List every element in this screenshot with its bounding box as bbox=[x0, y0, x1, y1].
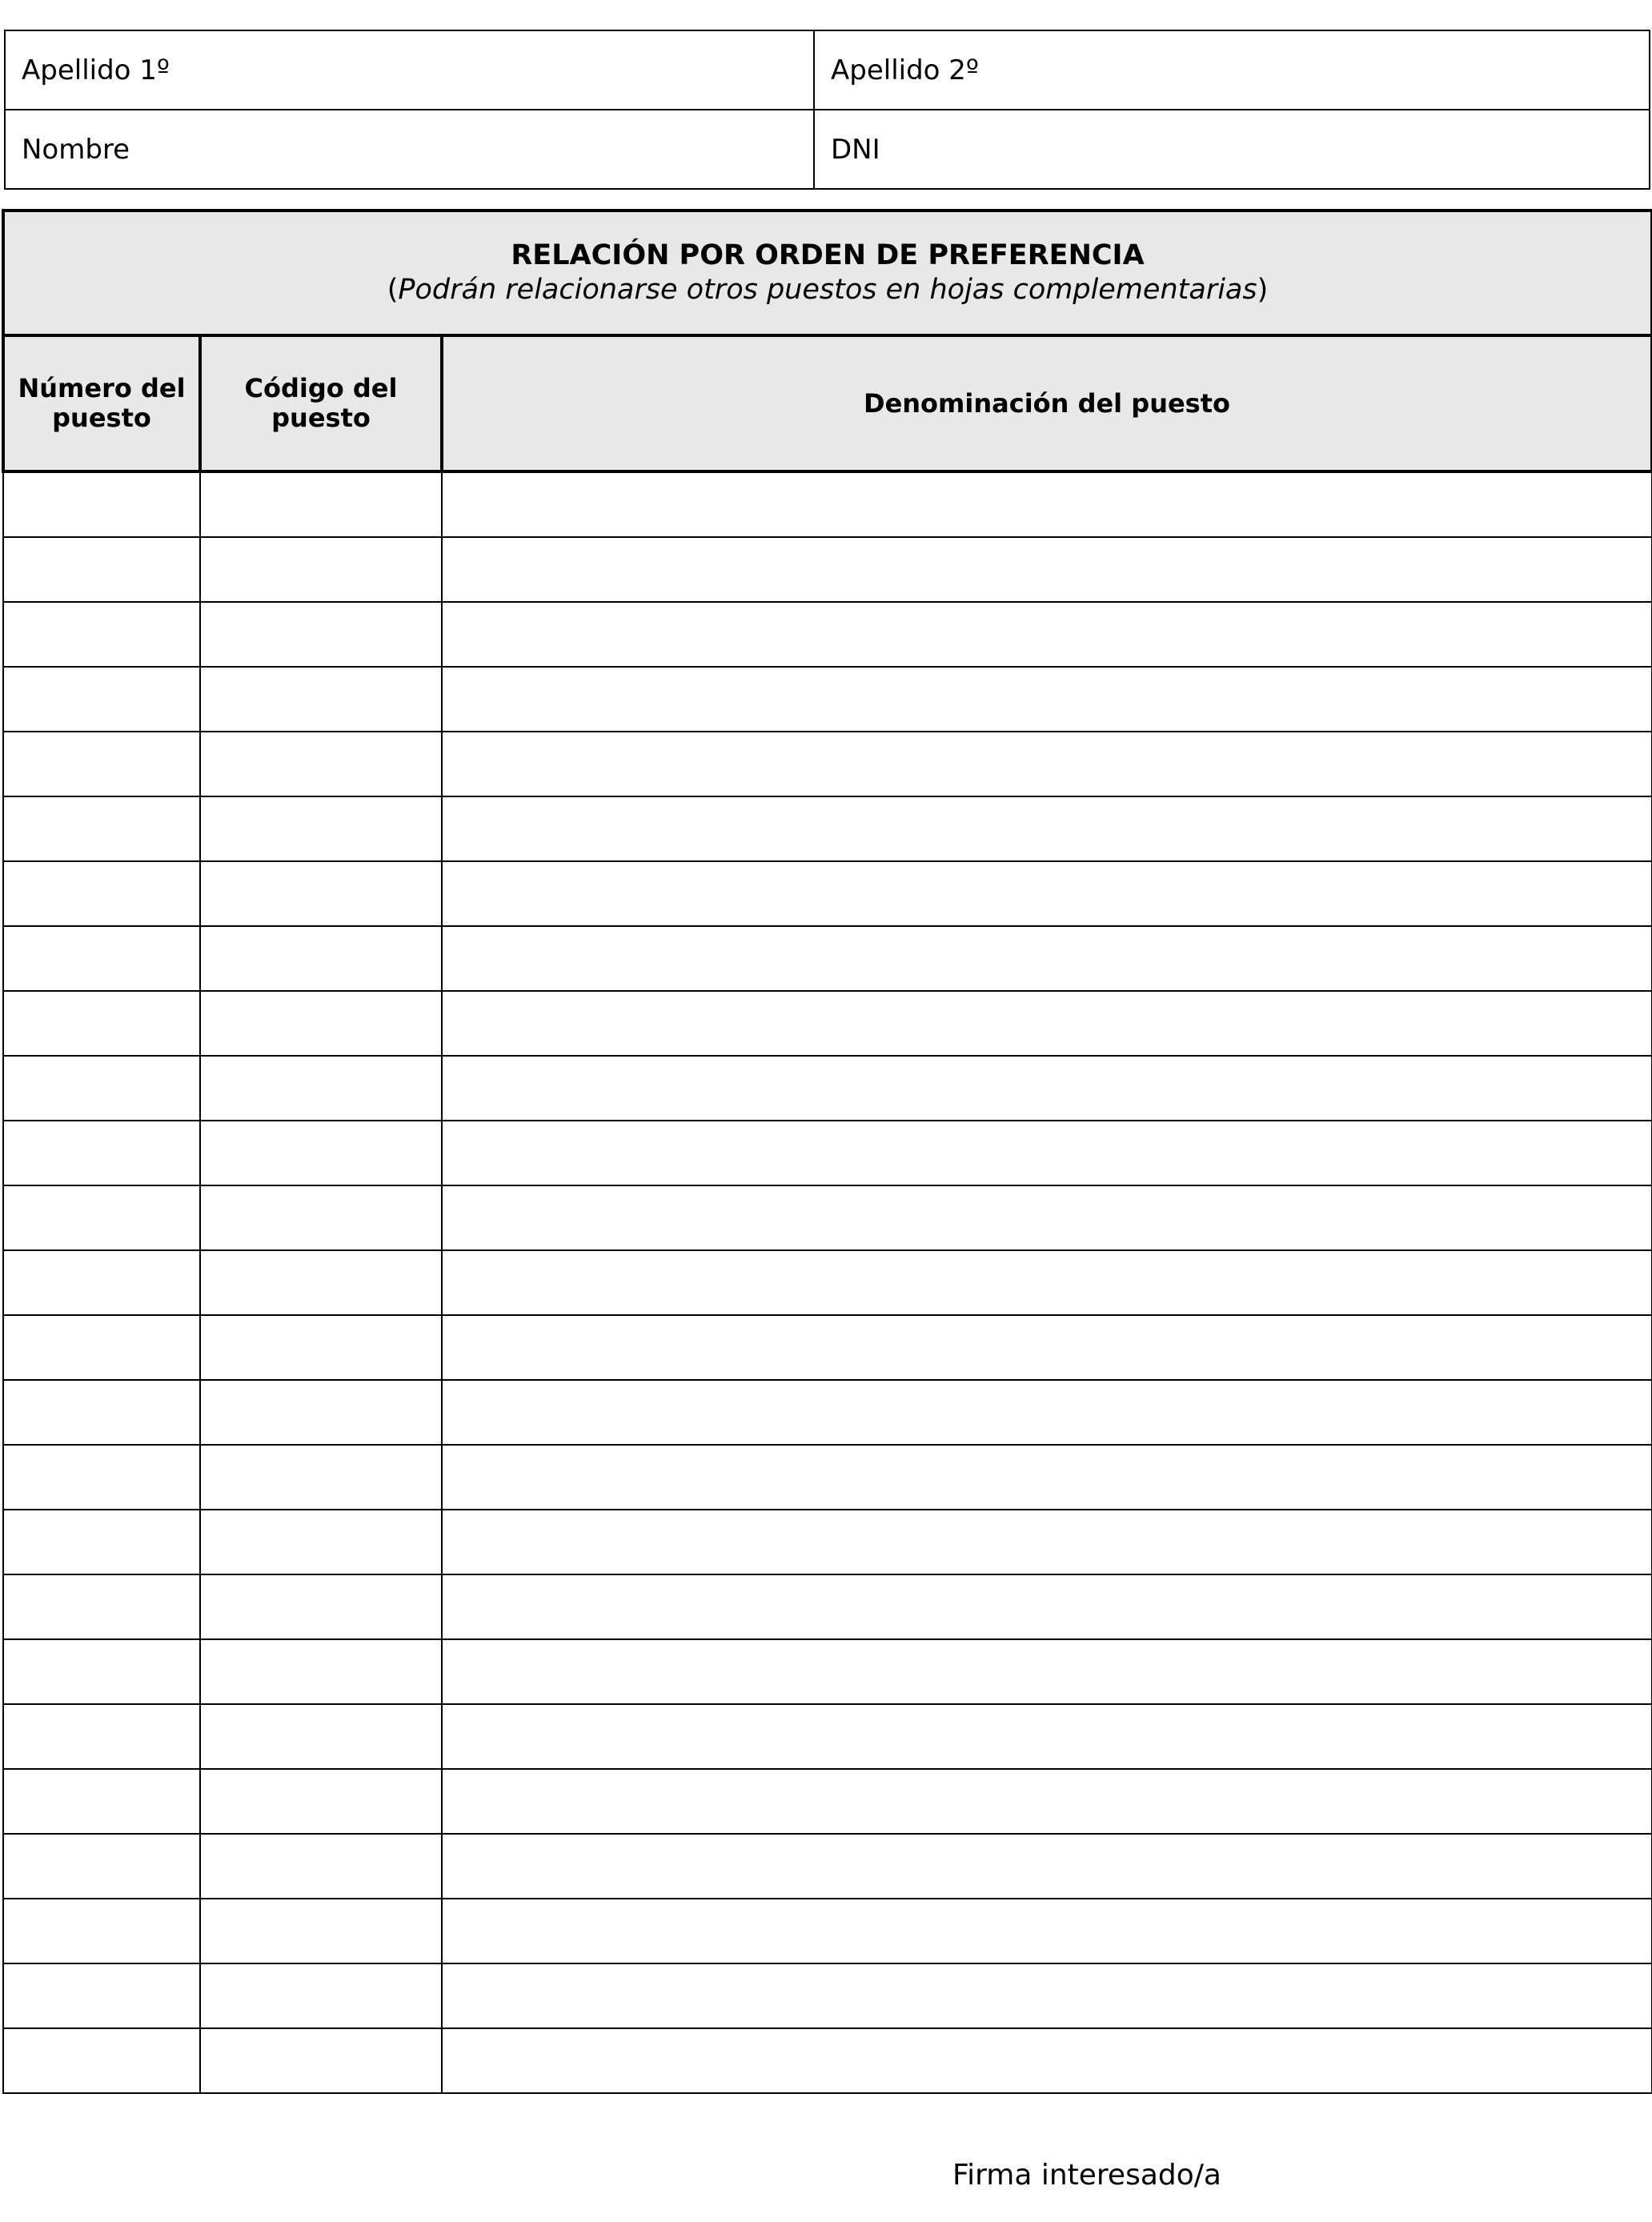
table-row bbox=[3, 471, 1652, 537]
numero-cell[interactable] bbox=[3, 1769, 200, 1834]
table-row bbox=[3, 1704, 1652, 1769]
apellido1-field[interactable] bbox=[5, 30, 814, 110]
table-row bbox=[3, 1639, 1652, 1704]
numero-cell[interactable] bbox=[3, 667, 200, 732]
numero-cell[interactable] bbox=[3, 1574, 200, 1639]
codigo-cell[interactable] bbox=[200, 1315, 442, 1380]
codigo-cell[interactable] bbox=[200, 1574, 442, 1639]
dni-label: DNI bbox=[831, 133, 880, 166]
table-row bbox=[3, 1185, 1652, 1250]
apellido2-label: Apellido 2º bbox=[831, 54, 979, 86]
table-row bbox=[3, 537, 1652, 602]
apellido1-label: Apellido 1º bbox=[22, 54, 170, 86]
table-row bbox=[3, 667, 1652, 732]
table-row bbox=[3, 1963, 1652, 2028]
denominacion-cell[interactable] bbox=[442, 796, 1652, 861]
codigo-cell[interactable] bbox=[200, 1380, 442, 1445]
codigo-cell[interactable] bbox=[200, 537, 442, 602]
numero-cell[interactable] bbox=[3, 1704, 200, 1769]
codigo-cell[interactable] bbox=[200, 861, 442, 926]
codigo-cell[interactable] bbox=[200, 1769, 442, 1834]
numero-cell[interactable] bbox=[3, 1445, 200, 1510]
numero-cell[interactable] bbox=[3, 1639, 200, 1704]
dni-field[interactable] bbox=[814, 110, 1650, 189]
denominacion-cell[interactable] bbox=[442, 602, 1652, 667]
denominacion-cell[interactable] bbox=[442, 1899, 1652, 1963]
numero-cell[interactable] bbox=[3, 1315, 200, 1380]
numero-cell[interactable] bbox=[3, 861, 200, 926]
codigo-cell[interactable] bbox=[200, 1185, 442, 1250]
preference-title: RELACIÓN POR ORDEN DE PREFERENCIA bbox=[511, 239, 1145, 271]
table-row bbox=[3, 1315, 1652, 1380]
codigo-cell[interactable] bbox=[200, 1510, 442, 1574]
column-header-numero: Número del puesto bbox=[3, 335, 200, 471]
table-row bbox=[3, 1445, 1652, 1510]
denominacion-cell[interactable] bbox=[442, 991, 1652, 1056]
denominacion-cell[interactable] bbox=[442, 1380, 1652, 1445]
table-row bbox=[3, 1769, 1652, 1834]
denominacion-cell[interactable] bbox=[442, 1704, 1652, 1769]
denominacion-cell[interactable] bbox=[442, 732, 1652, 796]
table-row bbox=[3, 1834, 1652, 1899]
codigo-cell[interactable] bbox=[200, 732, 442, 796]
numero-cell[interactable] bbox=[3, 1121, 200, 1185]
codigo-cell[interactable] bbox=[200, 1250, 442, 1315]
codigo-cell[interactable] bbox=[200, 1056, 442, 1121]
denominacion-cell[interactable] bbox=[442, 537, 1652, 602]
column-header-codigo: Código del puesto bbox=[200, 335, 442, 471]
numero-cell[interactable] bbox=[3, 1899, 200, 1963]
denominacion-cell[interactable] bbox=[442, 1250, 1652, 1315]
table-row bbox=[3, 1250, 1652, 1315]
table-row bbox=[3, 991, 1652, 1056]
table-row bbox=[3, 1574, 1652, 1639]
numero-cell[interactable] bbox=[3, 2028, 200, 2093]
denominacion-cell[interactable] bbox=[442, 471, 1652, 537]
codigo-cell[interactable] bbox=[200, 2028, 442, 2093]
table-row bbox=[3, 1899, 1652, 1963]
denominacion-cell[interactable] bbox=[442, 1185, 1652, 1250]
codigo-cell[interactable] bbox=[200, 602, 442, 667]
table-row bbox=[3, 1380, 1652, 1445]
codigo-cell[interactable] bbox=[200, 991, 442, 1056]
denominacion-cell[interactable] bbox=[442, 861, 1652, 926]
denominacion-cell[interactable] bbox=[442, 1963, 1652, 2028]
numero-cell[interactable] bbox=[3, 991, 200, 1056]
numero-cell[interactable] bbox=[3, 1834, 200, 1899]
table-row bbox=[3, 861, 1652, 926]
table-row bbox=[3, 732, 1652, 796]
table-row bbox=[3, 1056, 1652, 1121]
preference-table-body bbox=[3, 471, 1652, 2093]
codigo-cell[interactable] bbox=[200, 667, 442, 732]
nombre-label: Nombre bbox=[22, 133, 130, 166]
denominacion-cell[interactable] bbox=[442, 2028, 1652, 2093]
apellido2-field[interactable] bbox=[814, 30, 1650, 110]
denominacion-cell[interactable] bbox=[442, 1769, 1652, 1834]
table-row bbox=[3, 926, 1652, 991]
codigo-cell[interactable] bbox=[200, 796, 442, 861]
numero-cell[interactable] bbox=[3, 1380, 200, 1445]
numero-cell[interactable] bbox=[3, 926, 200, 991]
numero-cell[interactable] bbox=[3, 471, 200, 537]
table-row bbox=[3, 1510, 1652, 1574]
denominacion-cell[interactable] bbox=[442, 1574, 1652, 1639]
codigo-cell[interactable] bbox=[200, 1704, 442, 1769]
denominacion-cell[interactable] bbox=[442, 1834, 1652, 1899]
denominacion-cell[interactable] bbox=[442, 1056, 1652, 1121]
numero-cell[interactable] bbox=[3, 1185, 200, 1250]
codigo-cell[interactable] bbox=[200, 926, 442, 991]
codigo-cell[interactable] bbox=[200, 1963, 442, 2028]
preference-title-cell bbox=[3, 211, 1652, 335]
numero-cell[interactable] bbox=[3, 537, 200, 602]
denominacion-cell[interactable] bbox=[442, 667, 1652, 732]
codigo-cell[interactable] bbox=[200, 1834, 442, 1899]
numero-cell[interactable] bbox=[3, 602, 200, 667]
table-row bbox=[3, 602, 1652, 667]
numero-cell[interactable] bbox=[3, 1250, 200, 1315]
numero-cell[interactable] bbox=[3, 796, 200, 861]
table-row bbox=[3, 1121, 1652, 1185]
codigo-cell[interactable] bbox=[200, 1445, 442, 1510]
signature-label: Firma interesado/a bbox=[952, 2159, 1221, 2192]
denominacion-cell[interactable] bbox=[442, 1510, 1652, 1574]
numero-cell[interactable] bbox=[3, 1510, 200, 1574]
table-row bbox=[3, 796, 1652, 861]
numero-cell[interactable] bbox=[3, 1056, 200, 1121]
denominacion-cell[interactable] bbox=[442, 926, 1652, 991]
preference-table bbox=[2, 209, 1652, 2094]
numero-cell[interactable] bbox=[3, 1963, 200, 2028]
codigo-cell[interactable] bbox=[200, 1639, 442, 1704]
preference-subtitle: (Podrán relacionarse otros puestos en hojas complementarias) bbox=[387, 274, 1269, 306]
denominacion-cell[interactable] bbox=[442, 1639, 1652, 1704]
codigo-cell[interactable] bbox=[200, 1899, 442, 1963]
codigo-cell[interactable] bbox=[200, 471, 442, 537]
nombre-field[interactable] bbox=[5, 110, 814, 189]
table-row bbox=[3, 2028, 1652, 2093]
codigo-cell[interactable] bbox=[200, 1121, 442, 1185]
personal-data-table bbox=[4, 30, 1650, 190]
numero-cell[interactable] bbox=[3, 732, 200, 796]
denominacion-cell[interactable] bbox=[442, 1445, 1652, 1510]
denominacion-cell[interactable] bbox=[442, 1315, 1652, 1380]
column-header-denominacion: Denominación del puesto bbox=[442, 335, 1652, 471]
denominacion-cell[interactable] bbox=[442, 1121, 1652, 1185]
